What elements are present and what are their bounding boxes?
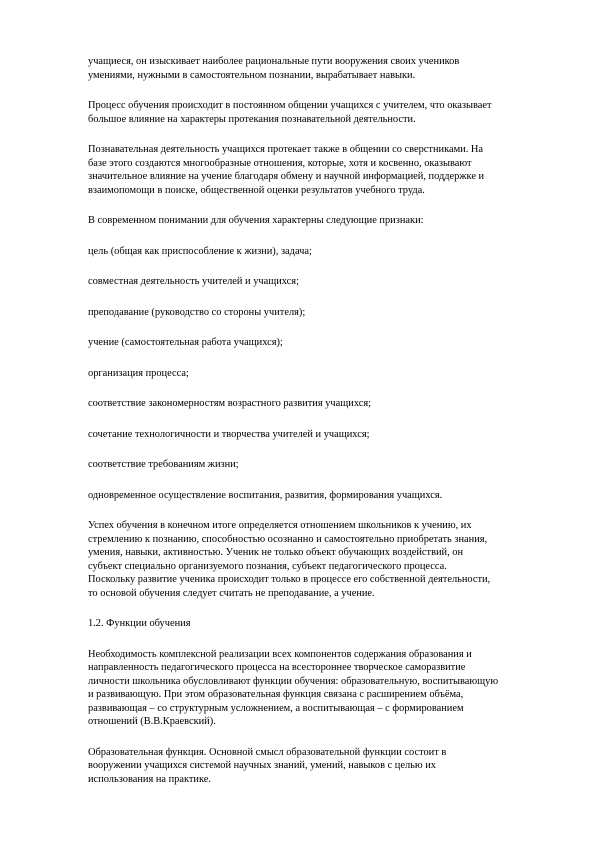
paragraph — [88, 275, 537, 289]
paragraph — [88, 306, 537, 320]
text-line: умения, навыки, активностью. Ученик не только объект обучающих воздействий, он — [88, 547, 464, 558]
paragraph — [88, 99, 537, 126]
text-line: и развивающую. При этом образовательная функция связана с расширением объёма, — [88, 689, 464, 700]
paragraph — [88, 746, 537, 787]
text-line: Процесс обучения происходит в постоянном общении учащихся с учителем, что оказывает — [88, 100, 492, 111]
text-line: Необходимость комплексной реализации всех компонентов содержания образования и — [88, 648, 472, 660]
text-line: базе этого создаются многообразные отношения, которые, хотя и косвенно, оказывают — [88, 157, 472, 169]
text-line: большое влияние на характеры протекания познавательной деятельности. — [88, 113, 416, 125]
text-line: развивающая – со структурным усложнением, а воспитывающая – с формированием — [88, 702, 464, 714]
paragraph — [88, 245, 537, 259]
text-line: учение (самостоятельная работа учащихся); — [88, 337, 283, 348]
text-line: одновременное осуществление воспитания, развития, формирования учащихся. — [88, 489, 443, 501]
paragraph — [88, 519, 537, 600]
document-body — [88, 55, 537, 786]
text-line: Успех обучения в конечном итоге определяется отношением школьников к учению, их — [88, 520, 472, 531]
text-line: преподавание (руководство со стороны учителя); — [88, 306, 306, 318]
paragraph — [88, 489, 537, 503]
paragraph — [88, 367, 537, 381]
text-line: Поскольку развитие ученика происходит только в процессе его собственной деятельности, — [88, 574, 491, 585]
paragraph — [88, 458, 537, 472]
text-line: совместная деятельность учителей и учащихся; — [88, 276, 299, 287]
paragraph — [88, 428, 537, 442]
paragraph — [88, 617, 537, 631]
text-line: соответствие закономерностям возрастного развития учащихся; — [88, 398, 371, 409]
text-line: направленность педагогического процесса на всестороннее творческое саморазвитие — [88, 662, 466, 673]
paragraph — [88, 336, 537, 350]
text-line: личности школьника обусловливают функции обучения: образовательную, воспитывающую — [88, 675, 499, 687]
paragraph — [88, 648, 537, 729]
text-line: умениями, нужными в самостоятельном познании, вырабатывает навыки. — [88, 69, 416, 81]
text-line: Познавательная деятельность учащихся протекает также в общении со сверстниками. На — [88, 144, 484, 155]
text-line: В современном понимании для обучения характерны следующие признаки: — [88, 215, 424, 226]
paragraph — [88, 397, 537, 411]
text-line: вооружении учащихся системой научных знаний, умений, навыков с целью их — [88, 760, 436, 771]
paragraph — [88, 214, 537, 228]
text-line: учащиеся, он изыскивает наиболее рациональные пути вооружения своих учеников — [88, 56, 460, 67]
text-line: использования на практике. — [88, 773, 211, 785]
text-line: 1.2. Функции обучения — [88, 618, 191, 629]
text-line: взаимопомощи в поиске, общественной оценки результатов учебного труда. — [88, 184, 425, 196]
text-line: соответствие требованиям жизни; — [88, 459, 239, 470]
text-line: сочетание технологичности и творчества учителей и учащихся; — [88, 428, 370, 440]
paragraph — [88, 143, 537, 197]
text-line: то основой обучения следует считать не преподавание, а учение. — [88, 587, 375, 599]
text-line: организация процесса; — [88, 367, 189, 379]
text-line: субъект специально организуемого познания, субъект педагогического процесса. — [88, 560, 447, 572]
text-line: отношений (В.В.Краевский). — [88, 716, 216, 727]
paragraph — [88, 55, 537, 82]
text-line: стремлению к познанию, способностью осознанно и самостоятельно приобретать знания, — [88, 533, 488, 545]
text-line: Образовательная функция. Основной смысл образовательной функции состоит в — [88, 746, 447, 758]
text-line: значительное влияние на учение благодаря обмену и научной информацией, поддержке и — [88, 171, 485, 182]
text-line: цель (общая как приспособление к жизни), задача; — [88, 245, 312, 257]
